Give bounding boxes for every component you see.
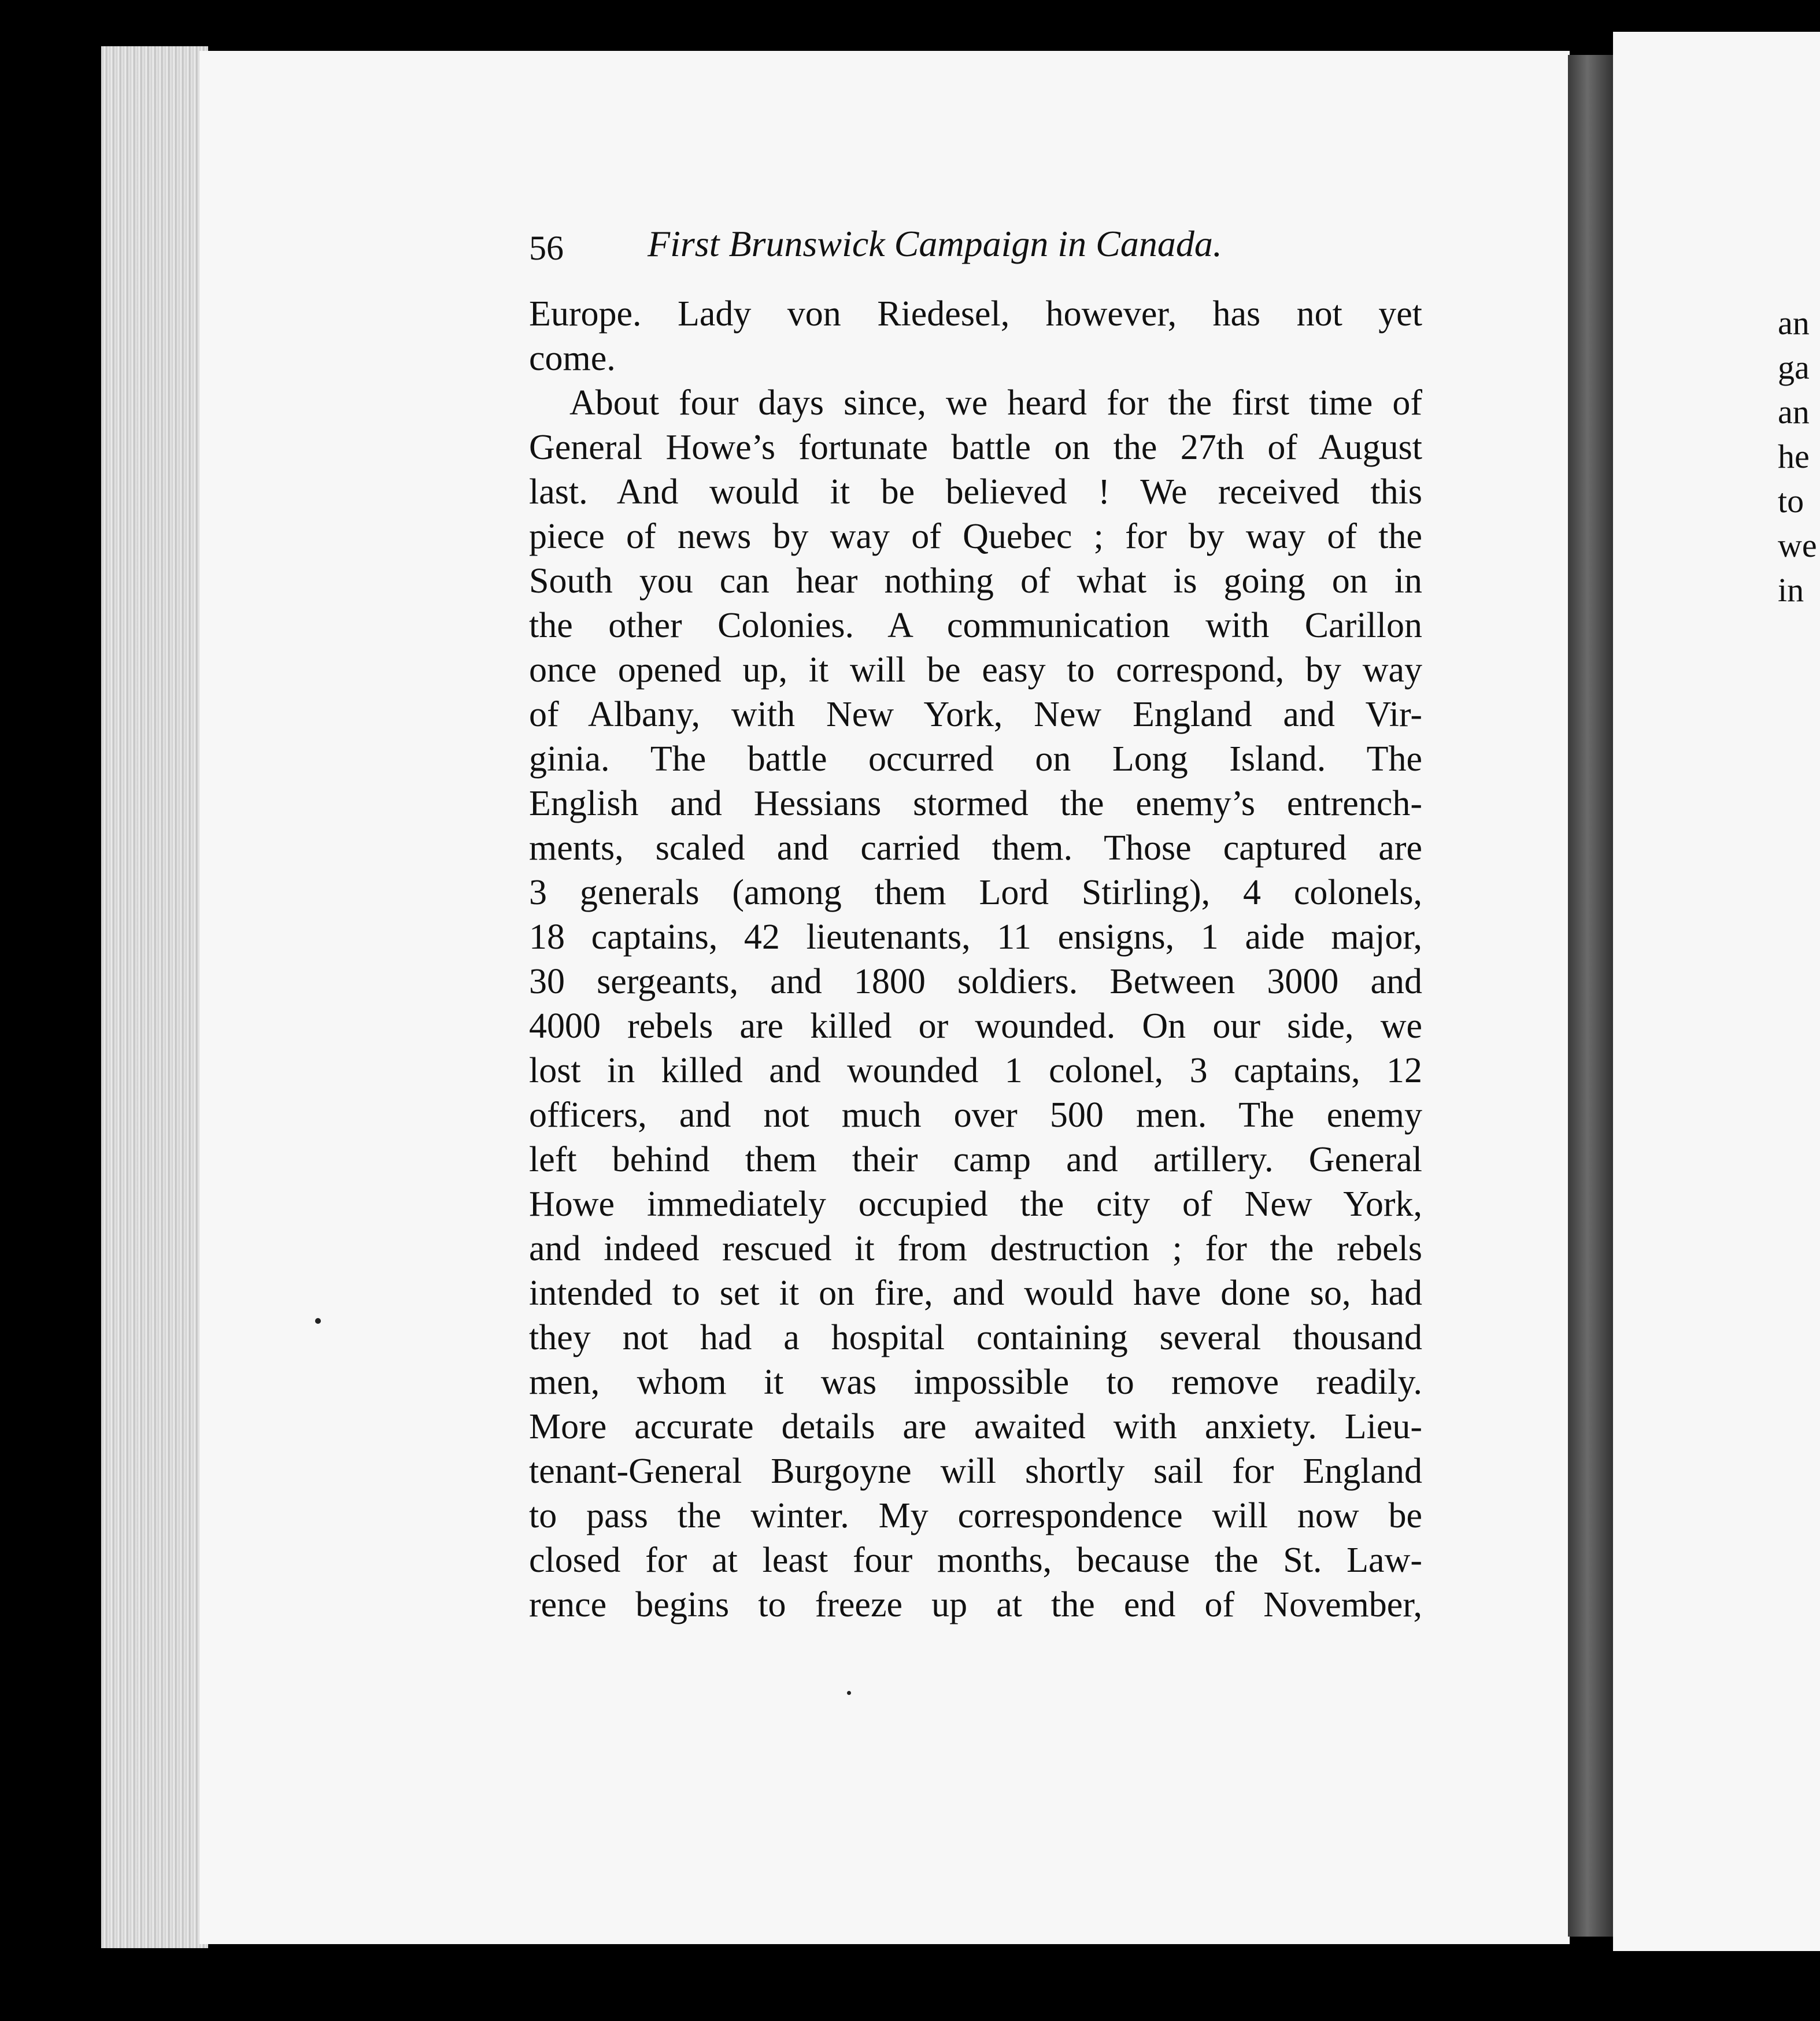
facing-line: an [1778,393,1810,431]
text-line: Europe. Lady von Riedesel, however, has not yet [529,294,1422,334]
text-line: General Howe’s fortunate battle on the 27th of August [529,428,1422,467]
text-line: More accurate details are awaited with anxiety. Lieu- [529,1407,1422,1446]
text-line: ments, scaled and carried them. Those captured are [529,828,1422,868]
text-line: closed for at least four months, because the St. Law- [529,1541,1422,1580]
text-line: to pass the winter. My correspondence will now be [529,1496,1422,1535]
text-line: and indeed rescued it from destruction ; for the rebels [529,1229,1422,1268]
text-line: intended to set it on fire, and would have done so, had [529,1274,1422,1313]
text-line: of Albany, with New York, New England and Vir- [529,695,1422,734]
text-line: About four days since, we heard for the first time of [569,383,1422,423]
text-line: rence begins to freeze up at the end of November, [529,1585,1422,1624]
facing-line: an [1778,304,1810,342]
text-line: Howe immediately occupied the city of New York, [529,1185,1422,1224]
text-line: left behind them their camp and artillery. General [529,1140,1422,1179]
text-line: tenant-General Burgoyne will shortly sail for England [529,1452,1422,1491]
text-line: lost in killed and wounded 1 colonel, 3 captains, 12 [529,1051,1422,1090]
ink-speck [847,1691,851,1695]
facing-line: we [1778,527,1817,564]
text-line: South you can hear nothing of what is going on in [529,561,1422,601]
facing-line: ga [1778,349,1810,386]
page-header [529,223,1304,286]
running-title: First Brunswick Campaign in Canada. [648,223,1222,264]
text-line: men, whom it was impossible to remove readily. [529,1363,1422,1402]
text-line: officers, and not much over 500 men. The enemy [529,1095,1422,1135]
book-gutter [1568,55,1617,1937]
text-line: come. [529,339,616,378]
text-line: ginia. The battle occurred on Long Island. The [529,739,1422,779]
text-line: piece of news by way of Quebec ; for by way of the [529,517,1422,556]
text-line: they not had a hospital containing several thousand [529,1318,1422,1357]
text-line: 18 captains, 42 lieutenants, 11 ensigns, 1 aide major, [529,917,1422,957]
text-line: 3 generals (among them Lord Stirling), 4 colonels, [529,873,1422,912]
text-line: 4000 rebels are killed or wounded. On our side, we [529,1006,1422,1046]
page-edges [101,46,208,1948]
facing-page-text [1778,301,1820,612]
body-text [529,292,1422,1627]
ink-speck [315,1318,321,1324]
text-line: once opened up, it will be easy to correspond, by way [529,650,1422,690]
text-line: last. And would it be believed ! We received this [529,472,1422,512]
text-line: English and Hessians stormed the enemy’s entrench- [529,784,1422,823]
facing-line: he [1778,438,1810,475]
text-line: the other Colonies. A communication with Carillon [529,606,1422,645]
page-number: 56 [529,229,564,267]
text-line: 30 sergeants, and 1800 soldiers. Between 3000 and [529,962,1422,1001]
facing-line: to [1778,482,1804,520]
facing-line: in [1778,571,1804,609]
